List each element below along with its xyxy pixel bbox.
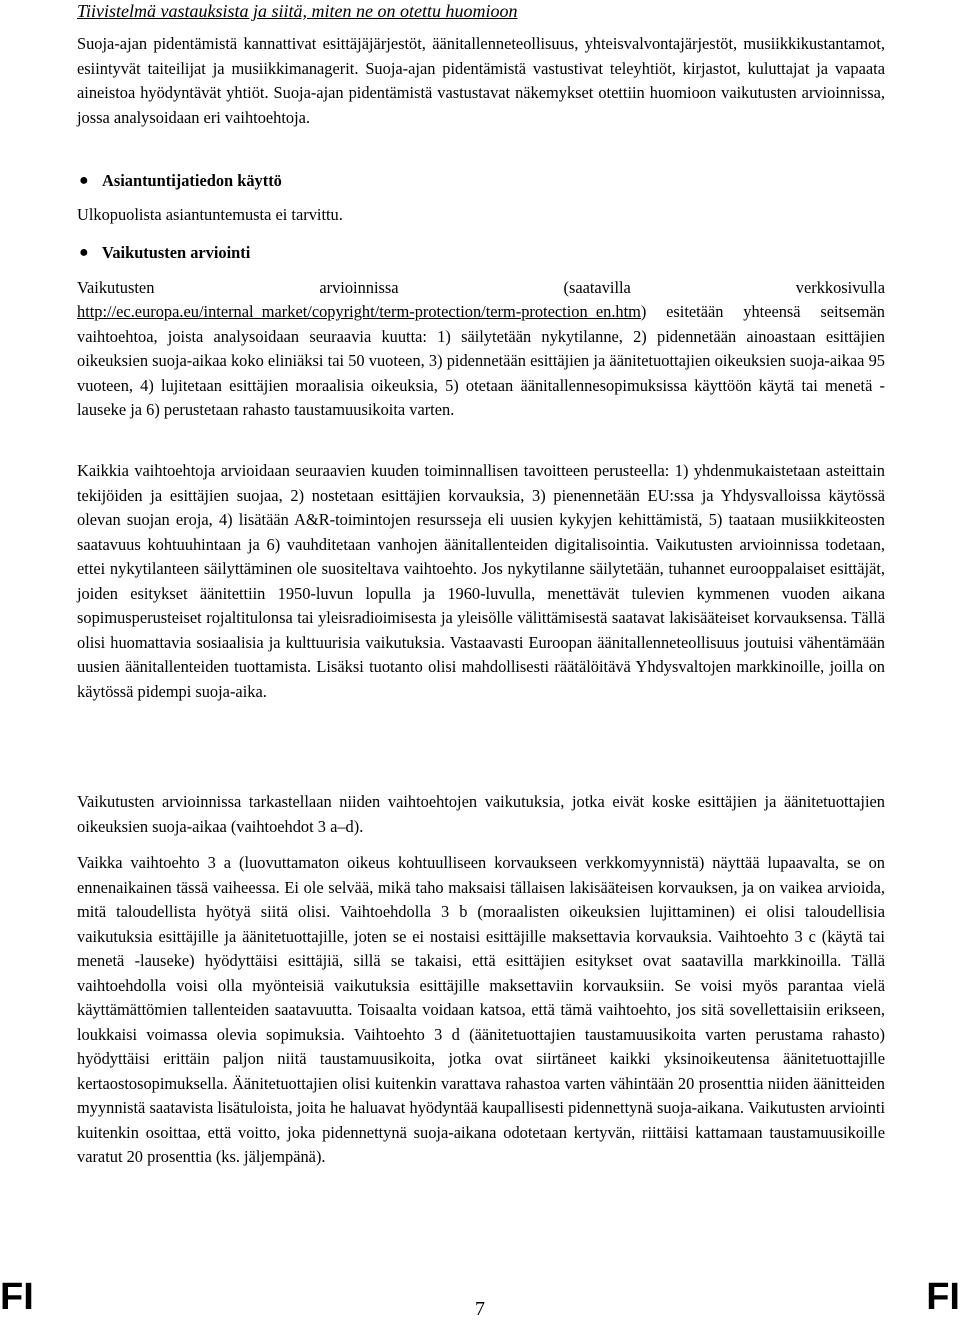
paragraph-objectives: Kaikkia vaihtoehtoja arvioidaan seuraavien kuuden toiminnallisen tavoitteen perusteella: 1) yhdenmukaistetaan asteittain tekijöiden ja esittäjien suojaa, 2) nostetaan esittäjien korvauksia, 3) pienennetään EU:ssa ja Yhdysvalloissa käytössä olevan suojan eroja, 4) lisätään A&R-toimintojen resursseja eli uusien kykyjen kehittämistä, 5) taataan musiikkiteosten saatavuus kohtuuhintaan ja 6) vauhditetaan vanhojen äänitallenteiden digitalisointia. Vaikutusten arvioinnissa todetaan, ettei nykytilanteen säilyttäminen ole suositeltava vaihtoehto. Jos nykytilanne säilytetään, tuhannet eurooppalaiset esittäjät, joiden esitykset äänitettiin 1950-luvun lopulla ja 1960-luvulla, menettävät tulevien kymmenen vuoden aikana sopimusperusteiset rojaltitulonsa tai yleisradioimisesta ja yleisölle välittämisestä saatavat lakisääteiset korvauksensa. Tällä olisi huomattavia sosiaalisia ja kulttuurisia vaikutuksia. Vastaavasti Euroopan äänitallenneteollisuus joutuisi vähentämään uusien äänitallenteiden tuottamista. Lisäksi tuotanto olisi mahdollisesti räätälöitävä Yhdysvaltojen markkinoille, joilla on käytössä pidempi suoja-aika. — [77, 461, 885, 701]
bullet-label: Asiantuntijatiedon käyttö — [102, 171, 282, 190]
paragraph-impact-options — [77, 300, 885, 423]
bullet-label: Vaikutusten arviointi — [102, 243, 251, 262]
paragraph-options-analysis: Vaikka vaihtoehto 3 a (luovuttamaton oikeus kohtuulliseen korvaukseen verkkomyynnistä) näyttää lupaavalta, se on ennenaikainen tässä vaiheessa. Ei ole selvää, mikä taho maksaisi tällaisen lakisääteisen korvauksen, ja on vaikea arvioida, mitä taloudellista hyötyä siitä olisi. Vaihtoehdolla 3 b (moraalisten oikeuksien lujittaminen) ei olisi taloudellisia vaikutuksia esittäjille ja äänitetuottajille, joten se ei nostaisi esittäjille maksettavia korvauksia. Vaihtoehto 3 c (käytä tai menetä -lauseke) hyödyttäisi esittäjiä, sillä se takaisi, että esittäjien esitykset ovat saatavilla markkinoilla. Tällä vaihtoehdolla voisi olla myönteisiä vaikutuksia esittäjille maksettaviin korvauksiin. Se voisi myös parantaa vielä käyttämättömien tallenteiden saatavuutta. Toisaalta voidaan katsoa, että tämä vaihtoehto, jos sitä sovellettaisiin erikseen, loukkaisi voimassa olevia sopimuksia. Vaihtoehto 3 d (äänitetuottajien taustamuusikoita varten perustama rahasto) hyödyttäisi erittäin paljon niitä taustamuusikoita, jotka ovat siirtäneet kaikki yksinoikeutensa äänitetuottajille kertaostosopimuksella. Äänitetuottajien olisi kuitenkin varattava rahastoa varten vähintään 20 prosenttia niiden äänitteiden myynnistä saatavista lisätuloista, joita he haluavat hyödyntää kaupallisesti pidennettynä suoja-aikana. Vaikutusten arviointi kuitenkin osoittaa, että voitto, joka pidennettynä suoja-aikana odotetaan kertyvän, riittäisi kattamaan taustamuusikoille varatut 20 prosenttia (ks. jäljempänä). — [77, 853, 885, 1166]
footer-language-code-right: FI — [926, 1276, 960, 1318]
section-heading: Tiivistelmä vastauksista ja siitä, miten ne on otettu huomioon — [77, 1, 518, 21]
paragraph-responses-summary: Suoja-ajan pidentämistä kannattivat esittäjäjärjestöt, äänitallenneteollisuus, yhteisvalvontajärjestöt, musiikkikustantamot, esiintyvät taiteilijat ja musiikkimanagerit. Suoja-ajan pidentämistä vastustivat teleyhtiöt, kirjastot, kuluttajat ja vapaata aineistoa hyödyntävät yhtiöt. Suoja-ajan pidentämistä vastustavat näkemykset otettiin huomioon vaikutusten arvioinnissa, jossa analysoidaan eri vaihtoehtoja. — [77, 34, 885, 127]
bullet-dot-icon: ● — [79, 172, 89, 189]
footer-language-code-left: FI — [0, 1276, 34, 1318]
paragraph-impact-options-text: ) esitetään yhteensä seitsemän vaihtoehtoa, joista analysoidaan seuraavia kuutta: 1) säilytetään nykytilanne, 2) pidennetään ainoastaan esittäjien oikeuksien suoja-aikaa koko eliniäksi tai 50 vuoteen, 3) pidennetään esittäjien ja äänitetuottajien oikeuksien suoja-aikaa 95 vuoteen, 4) lujitetaan esittäjien moraalisia oikeuksia, 5) otetaan äänitallennesopimuksissa käyttöön käytä tai menetä -lauseke ja 6) perustetaan rahasto taustamuusikoita varten. — [77, 302, 885, 419]
paragraph-expertise: Ulkopuolista asiantuntemusta ei tarvittu. — [77, 205, 343, 224]
impact-assessment-link[interactable]: http://ec.europa.eu/internal_market/copyright/term-protection/term-protection_en.htm — [77, 302, 641, 321]
paragraph-options-3a-3d: Vaikutusten arvioinnissa tarkastellaan niiden vaihtoehtojen vaikutuksia, jotka eivät koske esittäjien ja äänitetuottajien oikeuksien suoja-aikaa (vaihtoehdot 3 a–d). — [77, 792, 885, 836]
bullet-dot-icon: ● — [79, 244, 89, 261]
paragraph-impact-intro-line: Vaikutusten arvioinnissa (saatavilla verkkosivulla — [77, 278, 885, 297]
page-number: 7 — [475, 1298, 485, 1320]
